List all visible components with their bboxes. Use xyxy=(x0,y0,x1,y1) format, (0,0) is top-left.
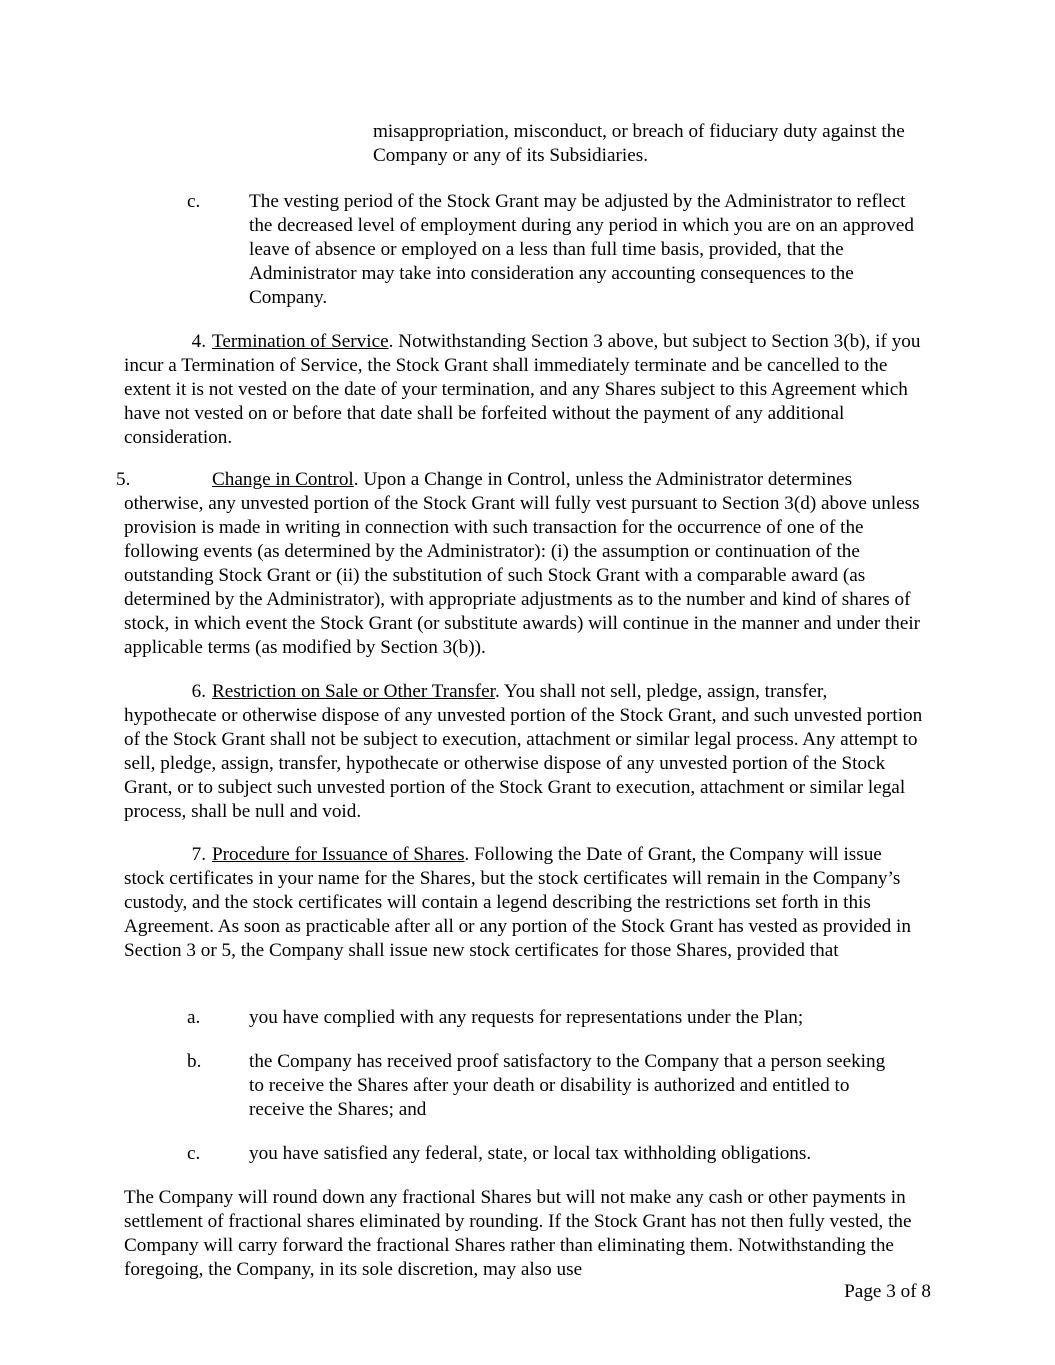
section-heading: Change in Control xyxy=(212,469,354,490)
list-item-text: The vesting period of the Stock Grant may be adjusted by the Administrator to reflect the decreased level of employment during any period in which you are on an approved leave of absence or employed on a less than full time basis, provided, that the Administrator may take into consideration any accounting consequences to the Company. xyxy=(249,191,914,308)
list-item-text: you have complied with any requests for representations under the Plan; xyxy=(249,1007,804,1028)
section-body: . Following the Date of Grant, the Company will issue stock certificates in your name for the Shares, but the stock certificates will remain in the Company’s custody, and the stock certificates will contain a legend describing the restrictions set forth in this Agreement. As soon as practicable after all or any portion of the Stock Grant has vested as provided in Section 3 or 5, the Company shall issue new stock certificates for those Shares, provided that xyxy=(124,844,911,961)
list-item-text: the Company has received proof satisfactory to the Company that a person seeking to receive the Shares after your death or disability is authorized and entitled to receive the Shares; and xyxy=(249,1051,886,1120)
section-heading: Restriction on Sale or Other Transfer xyxy=(212,681,495,702)
section-5-change-in-control xyxy=(124,468,924,660)
section-4-termination xyxy=(124,330,924,450)
section-body: . You shall not sell, pledge, assign, transfer, hypothecate or otherwise dispose of any unvested portion of the Stock Grant, and such unvested portion of the Stock Grant shall not be subject to execution, attachment or similar legal process. Any attempt to sell, pledge, assign, transfer, hypothecate or otherwise dispose of any unvested portion of the Stock Grant, or to subject such unvested portion of the Stock Grant to execution, attachment or similar legal process, shall be null and void. xyxy=(124,681,923,822)
section-7-procedure xyxy=(124,843,924,963)
section-heading: Termination of Service xyxy=(212,331,389,352)
section-5-number: 5. xyxy=(116,469,131,490)
section-number: 4. xyxy=(191,331,206,352)
section-heading: Procedure for Issuance of Shares xyxy=(212,844,465,865)
list-marker: c. xyxy=(187,191,201,212)
section-body: . Notwithstanding Section 3 above, but subject to Section 3(b), if you incur a Termination of Service, the Stock Grant shall immediately terminate and be cancelled to the extent it is not vested on the date of your termination, and any Shares subject to this Agreement which have not vested on or before that date shall be forfeited without the payment of any additional consideration. xyxy=(124,331,921,448)
list-marker: b. xyxy=(187,1051,202,1072)
list-marker: c. xyxy=(187,1143,201,1164)
list-item-text: you have satisfied any federal, state, or local tax withholding obligations. xyxy=(249,1143,812,1164)
final-paragraph: The Company will round down any fractional Shares but will not make any cash or other payments in settlement of fractional shares eliminated by rounding. If the Stock Grant has not then fully vested, the Company will carry forward the fractional Shares rather than eliminating them. Notwithstanding the foregoing, the Company, in its sole discretion, may also use xyxy=(124,1187,912,1280)
section-body: . Upon a Change in Control, unless the Administrator determines otherwise, any unvested portion of the Stock Grant will fully vest pursuant to Section 3(d) above unless provision is made in writing in connection with such transaction for the occurrence of one of the following events (as determined by the Administrator): (i) the assumption or continuation of the outstanding Stock Grant or (ii) the substitution of such Stock Grant with a comparable award (as determined by the Administrator), with appropriate adjustments as to the number and kind of shares of stock, in which event the Stock Grant (or substitute awards) will continue in the manner and under their applicable terms (as modified by Section 3(b)). xyxy=(124,469,921,658)
continuation-text: misappropriation, misconduct, or breach of fiduciary duty against the Company or any of its Subsidiaries. xyxy=(373,121,905,166)
list-marker: a. xyxy=(187,1007,201,1028)
page-number: Page 3 of 8 xyxy=(844,1281,931,1302)
section-6-restriction xyxy=(124,680,924,824)
section-number: 7. xyxy=(191,844,206,865)
section-number: 6. xyxy=(191,681,206,702)
